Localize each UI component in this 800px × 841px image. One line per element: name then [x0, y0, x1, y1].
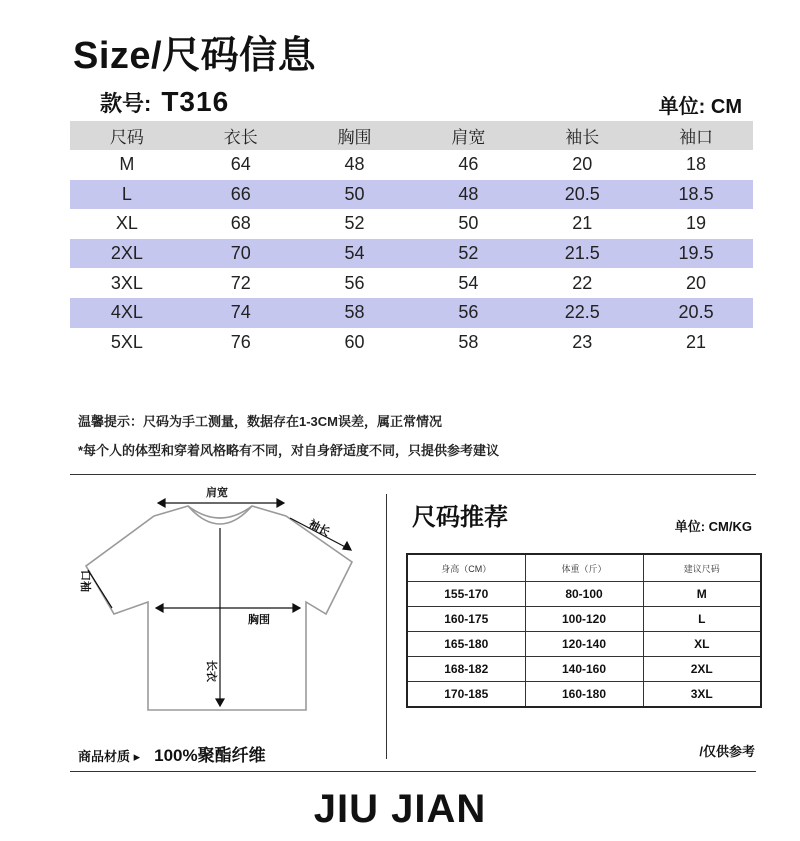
table-row	[70, 180, 753, 210]
table-row	[70, 298, 753, 328]
cell: 20.5	[639, 298, 753, 328]
cell: 48	[344, 154, 365, 175]
table-row	[407, 632, 761, 657]
cell: 2XL	[70, 239, 184, 269]
cell: 120-140	[525, 632, 643, 657]
cell: 52	[344, 213, 365, 234]
cell: M	[119, 154, 135, 175]
cell: XL	[643, 632, 761, 657]
cell: 165-180	[407, 632, 525, 657]
cell: 170-185	[407, 682, 525, 708]
chest-arrow-left	[156, 604, 163, 612]
material-label: 商品材质 ▸	[78, 749, 141, 764]
style-label: 款号:	[100, 91, 152, 116]
cell: M	[643, 582, 761, 607]
table-row	[70, 239, 753, 269]
chest-label: 胸围	[248, 614, 270, 626]
table-row	[70, 328, 753, 358]
cell: 160-180	[525, 682, 643, 708]
col-header: 体重（斤）	[525, 554, 643, 582]
col-header: 袖长	[525, 121, 639, 150]
style-code: T316	[161, 86, 230, 117]
cell: 68	[230, 213, 251, 234]
cell: 155-170	[407, 582, 525, 607]
reference-note: /仅供参考	[699, 744, 755, 759]
fit-note: *每个人的体型和穿着风格略有不同，对自身舒适度不同，只提供参考建议	[78, 443, 500, 458]
shoulder-label: 肩宽	[206, 487, 228, 499]
table-row	[407, 607, 761, 632]
cell: 70	[184, 239, 298, 269]
cuff-label: 口袖	[79, 570, 91, 592]
cell: 54	[458, 272, 479, 293]
col-header: 尺码	[70, 121, 184, 150]
cell: 100-120	[525, 607, 643, 632]
style-number	[100, 86, 229, 118]
cell: 64	[230, 154, 251, 175]
cell: 18.5	[639, 180, 753, 210]
cell: 52	[411, 239, 525, 269]
footer-divider	[70, 771, 756, 772]
col-header: 建议尺码	[643, 554, 761, 582]
table-row	[70, 150, 753, 180]
shoulder-arrow-left	[158, 499, 165, 507]
cell: 50	[298, 180, 412, 210]
cell: 21	[686, 331, 707, 352]
vertical-divider	[386, 494, 387, 759]
cell: 20	[572, 154, 593, 175]
cell: 168-182	[407, 657, 525, 682]
cell: 80-100	[525, 582, 643, 607]
chest-arrow-right	[293, 604, 300, 612]
length-label: 长衣	[205, 660, 217, 682]
cell: 48	[411, 180, 525, 210]
sleeve-label: 袖长	[306, 518, 332, 539]
recommendation-header	[407, 554, 761, 582]
material-value: 100%聚酯纤维	[154, 746, 266, 765]
cell: 3XL	[110, 272, 143, 293]
cell: 56	[344, 272, 365, 293]
table-row	[70, 268, 753, 298]
col-header: 袖口	[639, 121, 753, 150]
material-row	[78, 741, 266, 766]
cell: 76	[230, 331, 251, 352]
cell: 54	[298, 239, 412, 269]
col-header: 胸围	[298, 121, 412, 150]
cell: 56	[411, 298, 525, 328]
table-row	[70, 209, 753, 239]
recommendation-title: 尺码推荐	[412, 504, 508, 531]
cell: 19.5	[639, 239, 753, 269]
cell: 18	[686, 154, 707, 175]
cell: 160-175	[407, 607, 525, 632]
cell: 58	[298, 298, 412, 328]
unit-label: 单位: CM	[658, 96, 742, 118]
cell: L	[643, 607, 761, 632]
cell: 22.5	[525, 298, 639, 328]
cell: 22	[572, 272, 593, 293]
cell: 50	[458, 213, 479, 234]
tshirt-diagram	[76, 478, 366, 718]
cell: 5XL	[110, 331, 143, 352]
size-table-header	[70, 121, 753, 150]
cell: 58	[458, 331, 479, 352]
col-header: 肩宽	[411, 121, 525, 150]
cell: 19	[686, 213, 707, 234]
cell: 4XL	[70, 298, 184, 328]
cell: 60	[344, 331, 365, 352]
table-row	[407, 682, 761, 708]
cell: 20	[686, 272, 707, 293]
recommendation-table	[406, 553, 762, 708]
cell: 23	[572, 331, 593, 352]
sleeve-arrow-head	[343, 542, 351, 550]
tshirt-collar	[188, 506, 252, 518]
shoulder-arrow-right	[277, 499, 284, 507]
cell: 21	[572, 213, 593, 234]
cell: 3XL	[643, 682, 761, 708]
measurement-note: 温馨提示：尺码为手工测量，数据存在1-3CM误差，属正常情况	[78, 414, 443, 429]
cell: 66	[184, 180, 298, 210]
cell: 74	[184, 298, 298, 328]
length-arrow-head	[216, 699, 224, 706]
size-table	[70, 121, 753, 357]
divider	[70, 474, 756, 475]
table-row	[407, 582, 761, 607]
recommendation-unit: 单位: CM/KG	[674, 519, 752, 534]
brand-logo: JIU JIAN	[313, 787, 487, 831]
cell: 72	[230, 272, 251, 293]
cell: 20.5	[525, 180, 639, 210]
col-header: 衣长	[184, 121, 298, 150]
cell: 140-160	[525, 657, 643, 682]
cell: L	[70, 180, 184, 210]
cell: 2XL	[643, 657, 761, 682]
page-title: Size/尺码信息	[73, 35, 317, 77]
cell: 21.5	[525, 239, 639, 269]
col-header: 身高（CM）	[407, 554, 525, 582]
cell: 46	[458, 154, 479, 175]
cell: XL	[115, 213, 138, 234]
table-row	[407, 657, 761, 682]
